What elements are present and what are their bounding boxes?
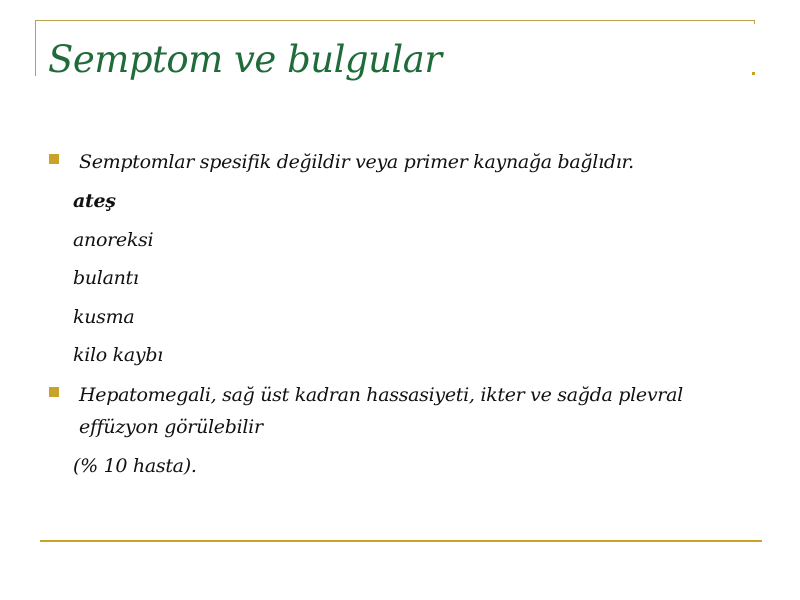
symptom-item: kusma <box>73 306 135 328</box>
bullet-1-text: Semptomlar spesifik değildir veya primer kaynağa bağlıdır. <box>79 151 634 173</box>
frame-right-tick <box>754 20 755 24</box>
symptom-item: kilo kaybı <box>73 344 163 366</box>
symptom-item: bulantı <box>73 267 139 289</box>
bullet-2-text-line1: Hepatomegali, sağ üst kadran hassasiyeti, ikter ve sağda plevral <box>79 384 683 406</box>
symptom-item: ateş <box>73 190 116 212</box>
bullet-2-note: (% 10 hasta). <box>73 455 197 477</box>
frame-bottom-line <box>40 540 762 542</box>
bullet-2-text-line2: effüzyon görülebilir <box>79 416 263 438</box>
bullet-square-icon <box>49 387 59 397</box>
bullet-square-icon <box>49 154 59 164</box>
frame-left-line <box>35 20 36 76</box>
symptom-item: anoreksi <box>73 229 154 251</box>
frame-top-line <box>35 20 755 21</box>
frame-corner-dot <box>752 72 755 75</box>
slide-title: Semptom ve bulgular <box>48 38 442 81</box>
